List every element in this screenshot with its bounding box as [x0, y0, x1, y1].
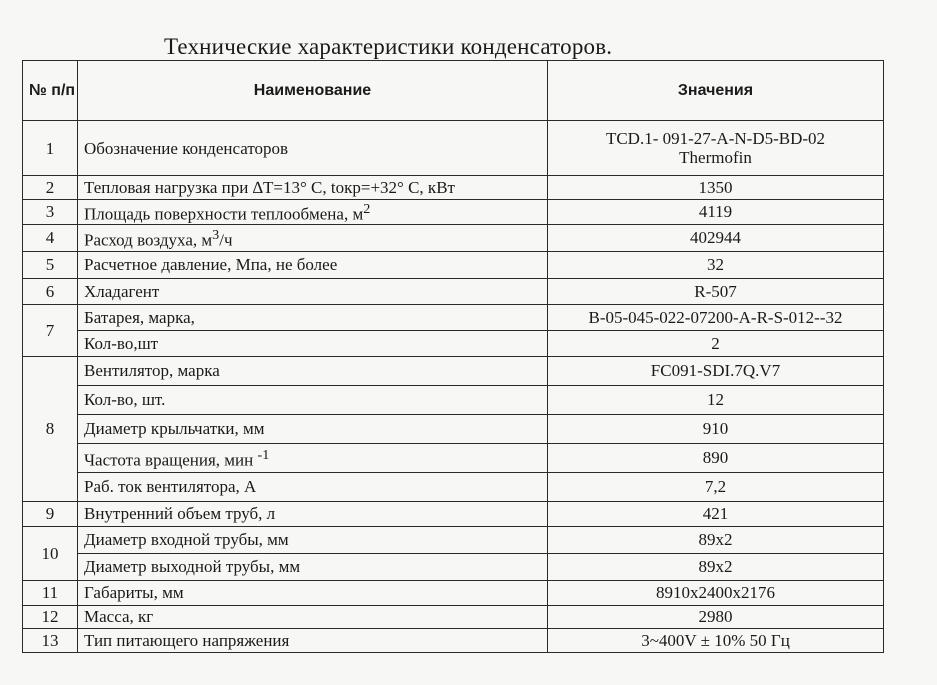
table-row [23, 553, 884, 580]
header-name: Наименование [78, 61, 548, 121]
row-value [548, 121, 884, 176]
table-row [23, 628, 884, 652]
row-value: 1350 [548, 176, 884, 200]
row-value: 89x2 [548, 526, 884, 553]
table-row [23, 580, 884, 605]
row-name: Расчетное давление, Мпа, не более [78, 251, 548, 278]
row-num: 8 [23, 356, 78, 501]
row-name-sup: -1 [257, 446, 270, 463]
row-value: 89x2 [548, 553, 884, 580]
row-value: B-05-045-022-07200-A-R-S-012--32 [548, 304, 884, 330]
row-num: 9 [23, 501, 78, 526]
header-value: Значения [548, 61, 884, 121]
row-name-after: /ч [219, 230, 233, 250]
row-name: Габариты, мм [78, 580, 548, 605]
row-value: R-507 [548, 278, 884, 304]
row-name [78, 200, 548, 225]
table-row [23, 304, 884, 330]
table-header-row [23, 61, 884, 121]
row-name-text: Площадь поверхности теплообмена, м [84, 204, 364, 224]
row-value: 2980 [548, 605, 884, 628]
row-name: Раб. ток вентилятора, А [78, 472, 548, 501]
row-name: Тип питающего напряжения [78, 628, 548, 652]
row-name: Тепловая нагрузка при ∆T=13° C, tокр=+32° C, кВт [78, 176, 548, 200]
row-name: Хладагент [78, 278, 548, 304]
row-value: 421 [548, 501, 884, 526]
row-name: Диаметр крыльчатки, мм [78, 414, 548, 443]
table-row [23, 472, 884, 501]
row-name-sup: 3 [212, 226, 220, 243]
row-name [78, 224, 548, 251]
row-name: Диаметр выходной трубы, мм [78, 553, 548, 580]
table-row [23, 414, 884, 443]
row-name-text: Частота вращения, мин [84, 450, 258, 470]
row-name: Внутренний объем труб, л [78, 501, 548, 526]
table-row [23, 251, 884, 278]
table-row [23, 330, 884, 356]
row-value: 910 [548, 414, 884, 443]
row-value: 2 [548, 330, 884, 356]
row-num: 1 [23, 121, 78, 176]
row-num: 7 [23, 304, 78, 356]
row-num: 13 [23, 628, 78, 652]
table-row [23, 605, 884, 628]
row-value: FC091-SDI.7Q.V7 [548, 356, 884, 385]
page-title: Технические характеристики конденсаторов. [164, 34, 613, 59]
header-num: № п/п [23, 61, 78, 121]
table-row [23, 176, 884, 200]
row-num: 12 [23, 605, 78, 628]
table-row [23, 501, 884, 526]
table-row [23, 385, 884, 414]
row-num: 11 [23, 580, 78, 605]
row-name: Батарея, марка, [78, 304, 548, 330]
table-row [23, 356, 884, 385]
row-value: 402944 [548, 224, 884, 251]
row-value: 12 [548, 385, 884, 414]
row-name-text: Расход воздуха, м [84, 230, 213, 250]
row-num: 2 [23, 176, 78, 200]
row-num: 4 [23, 224, 78, 251]
table-row [23, 278, 884, 304]
row-num: 5 [23, 251, 78, 278]
row-value: 4119 [548, 200, 884, 225]
row-name: Кол-во, шт. [78, 385, 548, 414]
row-name: Кол-во,шт [78, 330, 548, 356]
spec-table [22, 60, 884, 653]
row-value: 7,2 [548, 472, 884, 501]
row-value-line1: TCD.1- 091-27-A-N-D5-BD-02 [605, 129, 826, 148]
row-name: Вентилятор, марка [78, 356, 548, 385]
row-value: 32 [548, 251, 884, 278]
row-value: 890 [548, 443, 884, 472]
row-name: Обозначение конденсаторов [78, 121, 548, 176]
table-row [23, 121, 884, 176]
row-num: 6 [23, 278, 78, 304]
table-row [23, 200, 884, 225]
row-value-line2: Thermofin [679, 148, 752, 167]
row-num: 3 [23, 200, 78, 225]
row-num: 10 [23, 526, 78, 580]
table-row [23, 526, 884, 553]
table-row [23, 224, 884, 251]
row-value: 8910x2400x2176 [548, 580, 884, 605]
table-row [23, 443, 884, 472]
row-value: 3~400V ± 10% 50 Гц [548, 628, 884, 652]
row-name [78, 443, 548, 472]
row-name: Масса, кг [78, 605, 548, 628]
row-name: Диаметр входной трубы, мм [78, 526, 548, 553]
row-name-sup: 2 [363, 201, 371, 217]
